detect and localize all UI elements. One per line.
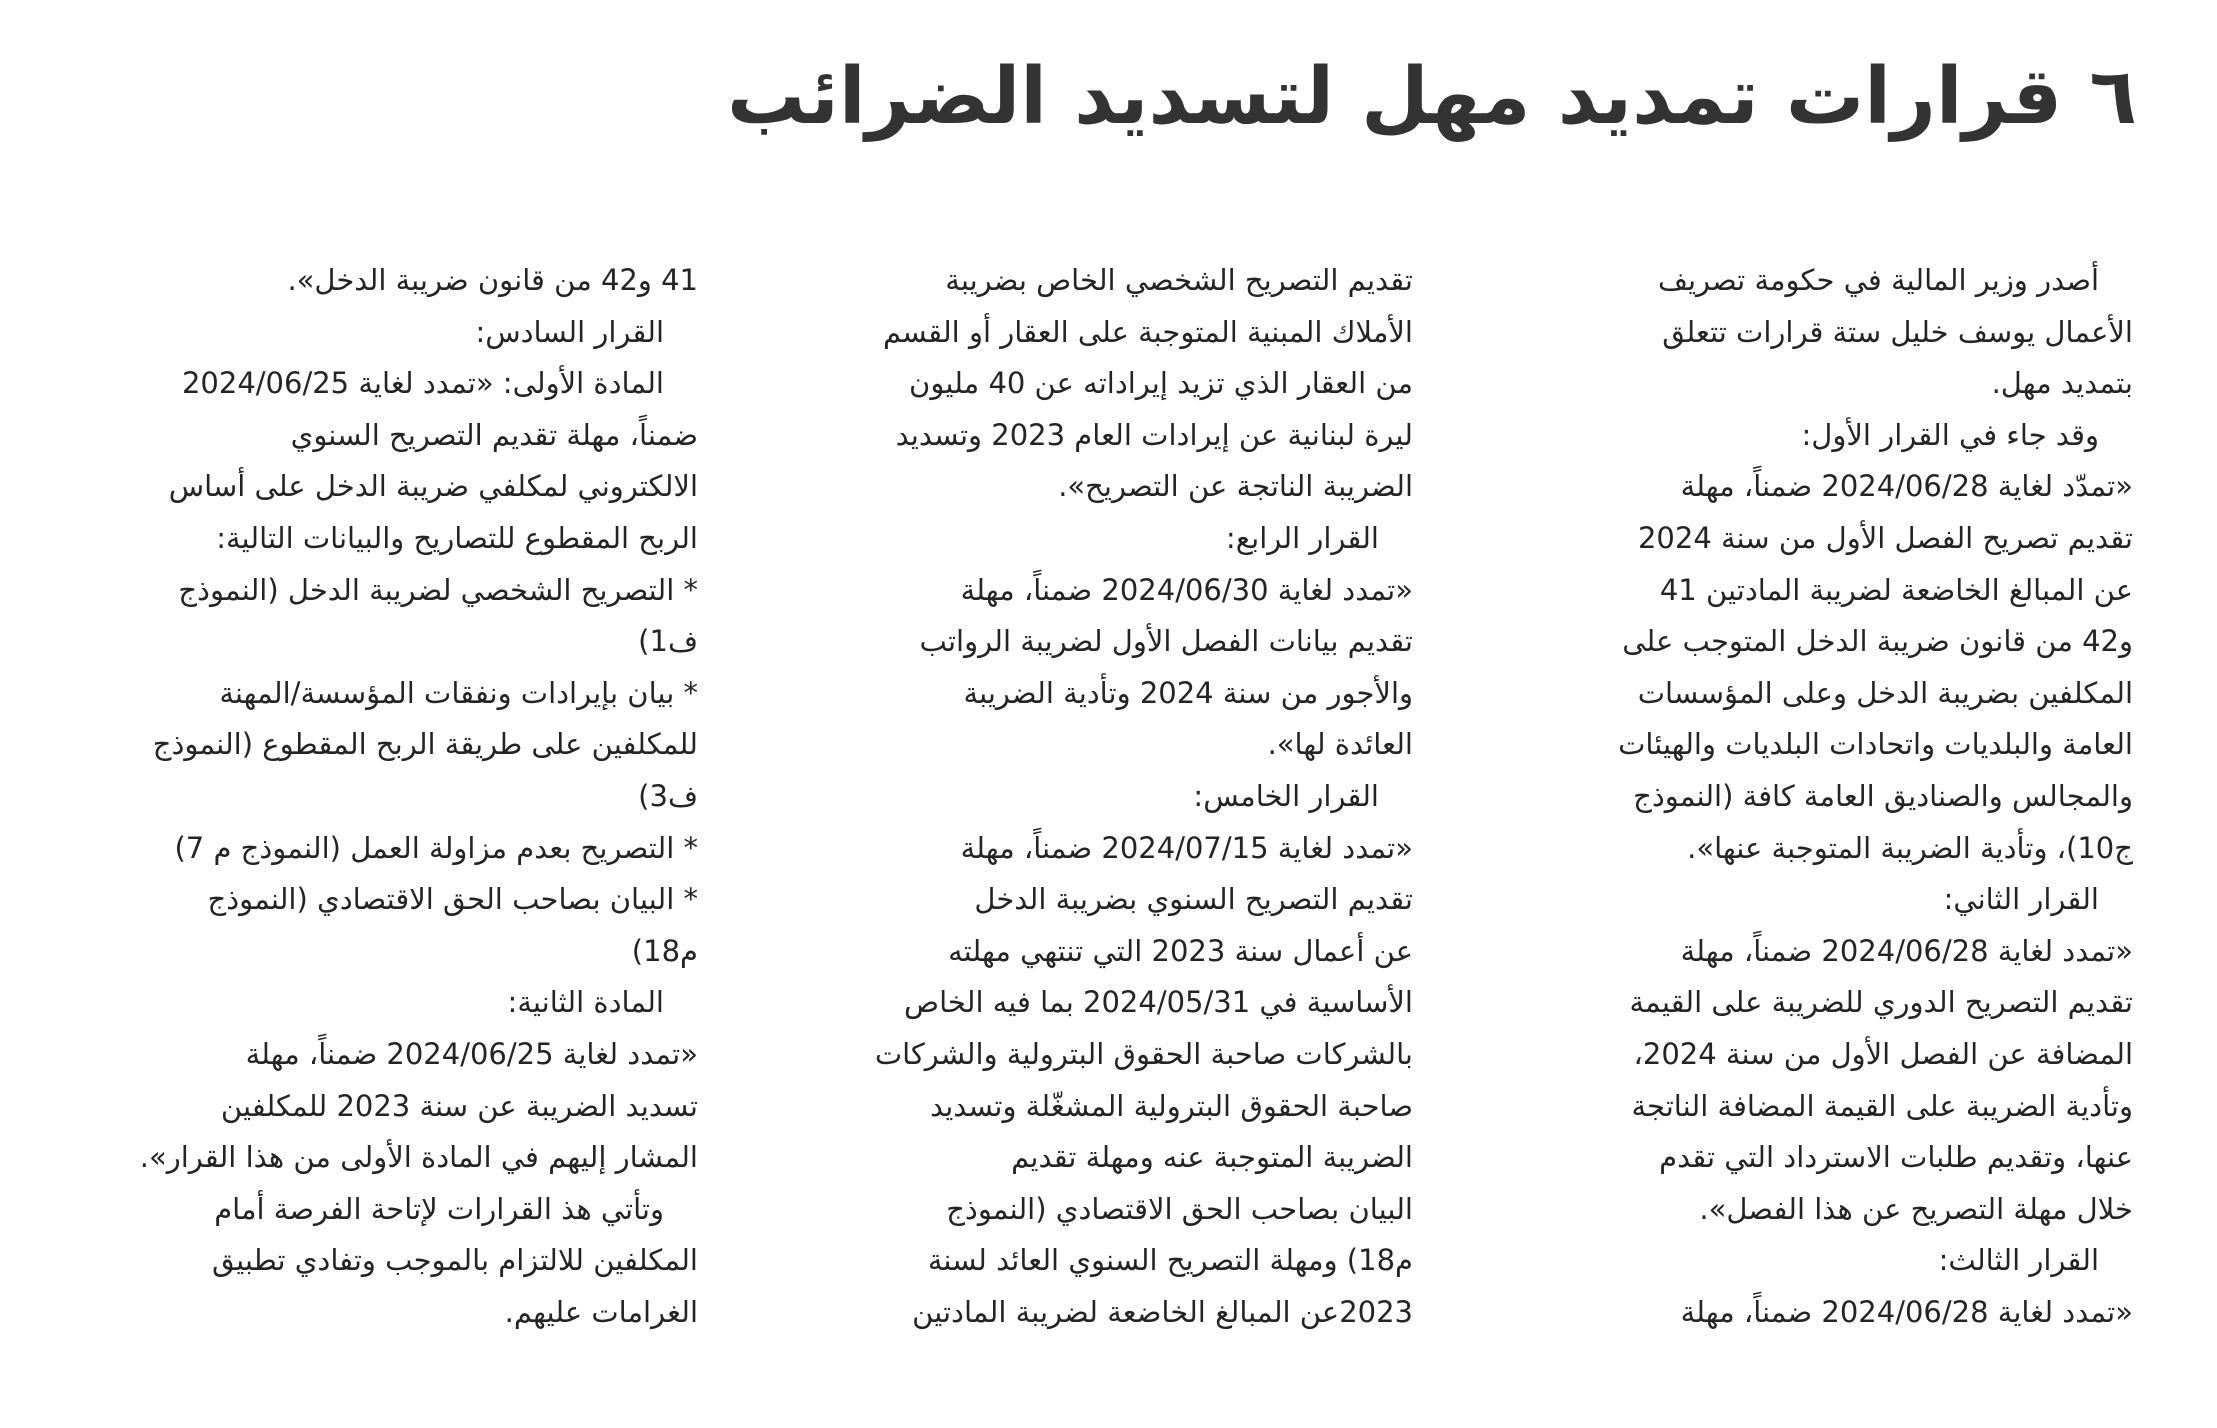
article-line: أصدر وزير المالية في حكومة تصريف bbox=[1657, 263, 2099, 297]
article-line: ج10)، وتأدية الضريبة المتوجبة عنها». bbox=[1687, 830, 2133, 865]
article-line: و42 من قانون ضريبة الدخل المتوجب على bbox=[1622, 624, 2133, 659]
article-line: «تمدد لغاية 2024/06/28 ضمناً، مهلة bbox=[1680, 1294, 2133, 1329]
article-line: م18) bbox=[631, 933, 698, 968]
article-line: * التصريح الشخصي لضريبة الدخل (النموذج bbox=[178, 572, 698, 607]
article-line: * التصريح بعدم مزاولة العمل (النموذج م 7) bbox=[174, 830, 698, 865]
article-line: والمجالس والصناديق العامة كافة (النموذج bbox=[1633, 778, 2133, 813]
article-line: تقديم بيانات الفصل الأول لضريبة الرواتب bbox=[919, 624, 1413, 659]
article-line: العامة والبلديات واتحادات البلديات والهيئات bbox=[1618, 727, 2133, 762]
article-line: تقديم التصريح السنوي بضريبة الدخل bbox=[974, 882, 1413, 917]
article-line: «تمدد لغاية 2024/06/30 ضمناً، مهلة bbox=[960, 572, 1413, 607]
article-line: القرار الرابع: bbox=[1225, 520, 1379, 555]
article-line: الضريبة الناتجة عن التصريح». bbox=[1058, 469, 1413, 504]
article-line: الربح المقطوع للتصاريح والبيانات التالية: bbox=[216, 520, 698, 555]
article-line: القرار الثاني: bbox=[1943, 882, 2099, 917]
article-line: عنها، وتقديم طلبات الاسترداد التي تقدم bbox=[1659, 1140, 2133, 1175]
article-line: المادة الثانية: bbox=[507, 985, 664, 1020]
article-line: الضريبة المتوجبة عنه ومهلة تقديم bbox=[1011, 1140, 1413, 1175]
article-line: العائدة لها». bbox=[1267, 727, 1413, 762]
article-line: م18) ومهلة التصريح السنوي العائد لسنة bbox=[927, 1243, 1413, 1278]
article-line: وقد جاء في القرار الأول: bbox=[1801, 417, 2099, 452]
article-line: من العقار الذي تزيد إيراداته عن 40 مليون bbox=[909, 366, 1413, 401]
article-line: 2023عن المبالغ الخاضعة لضريبة المادتين bbox=[912, 1294, 1413, 1329]
article-line: ف1) bbox=[638, 624, 698, 659]
article-line: «تمدد لغاية 2024/06/28 ضمناً، مهلة bbox=[1680, 933, 2133, 968]
article-line: المشار إليهم في المادة الأولى من هذا القرار». bbox=[139, 1140, 698, 1175]
article-line: «تمدد لغاية 2024/07/15 ضمناً، مهلة bbox=[960, 830, 1413, 865]
article-line: صاحبة الحقوق البترولية المشغّلة وتسديد bbox=[930, 1088, 1413, 1123]
article-line: تقديم التصريح الدوري للضريبة على القيمة bbox=[1629, 985, 2133, 1020]
article-line: القرار الخامس: bbox=[1193, 778, 1379, 813]
article-line: المضافة عن الفصل الأول من سنة 2024، bbox=[1633, 1036, 2133, 1071]
article-line: 41 و42 من قانون ضريبة الدخل». bbox=[287, 263, 698, 297]
article-line: وتأدية الضريبة على القيمة المضافة الناتجة bbox=[1631, 1088, 2133, 1123]
article-column-right bbox=[1455, 255, 2133, 1338]
article-line: «تمدد لغاية 2024/06/25 ضمناً، مهلة bbox=[245, 1036, 698, 1071]
article-line: الغرامات عليهم. bbox=[504, 1294, 698, 1329]
article-line: للمكلفين على طريقة الربح المقطوع (النموذج bbox=[152, 727, 698, 762]
article-line: تقديم التصريح الشخصي الخاص بضريبة bbox=[945, 263, 1413, 297]
article-line: الأساسية في 2024/05/31 بما فيه الخاص bbox=[904, 985, 1413, 1020]
article-line: عن أعمال سنة 2023 التي تنتهي مهلته bbox=[948, 933, 1413, 968]
article-line: البيان بصاحب الحق الاقتصادي (النموذج bbox=[946, 1191, 1413, 1226]
article-line: والأجور من سنة 2024 وتأدية الضريبة bbox=[963, 675, 1413, 710]
article-line: ليرة لبنانية عن إيرادات العام 2023 وتسديد bbox=[895, 417, 1413, 452]
article-line: * البيان بصاحب الحق الاقتصادي (النموذج bbox=[207, 882, 698, 917]
article-line: المكلفين للالتزام بالموجب وتفادي تطبيق bbox=[211, 1243, 698, 1278]
article-line: الأملاك المبنية المتوجبة على العقار أو القسم bbox=[883, 314, 1413, 349]
article-line: بالشركات صاحبة الحقوق البترولية والشركات bbox=[874, 1036, 1413, 1071]
article-line: عن المبالغ الخاضعة لضريبة المادتين 41 bbox=[1659, 572, 2133, 607]
article-line: خلال مهلة التصريح عن هذا الفصل». bbox=[1699, 1191, 2133, 1226]
article-line: ف3) bbox=[638, 778, 698, 813]
article-line: المكلفين بضريبة الدخل وعلى المؤسسات bbox=[1637, 675, 2133, 710]
article-line: «تمدّد لغاية 2024/06/28 ضمناً، مهلة bbox=[1680, 469, 2133, 504]
article-line: ضمناً، مهلة تقديم التصريح السنوي bbox=[290, 417, 698, 452]
article-line: تسديد الضريبة عن سنة 2023 للمكلفين bbox=[220, 1088, 698, 1123]
article-line: * بيان بإيرادات ونفقات المؤسسة/المهنة bbox=[219, 675, 698, 710]
article-line: المادة الأولى: «تمدد لغاية 2024/06/25 bbox=[181, 366, 664, 401]
article-column-middle bbox=[735, 255, 1413, 1338]
article-line: بتمديد مهل. bbox=[1991, 366, 2133, 401]
article-line: القرار الثالث: bbox=[1938, 1243, 2099, 1278]
article-line: وتأتي هذ القرارات لإتاحة الفرصة أمام bbox=[214, 1191, 664, 1226]
article-column-left bbox=[20, 255, 698, 1338]
headline: ٦ قرارات تمديد مهل لتسديد الضرائب bbox=[726, 52, 2137, 142]
article-line: تقديم تصريح الفصل الأول من سنة 2024 bbox=[1637, 520, 2133, 555]
article-line: الالكتروني لمكلفي ضريبة الدخل على أساس bbox=[168, 469, 698, 504]
article-line: القرار السادس: bbox=[475, 314, 664, 349]
article-line: الأعمال يوسف خليل ستة قرارات تتعلق bbox=[1662, 314, 2133, 349]
